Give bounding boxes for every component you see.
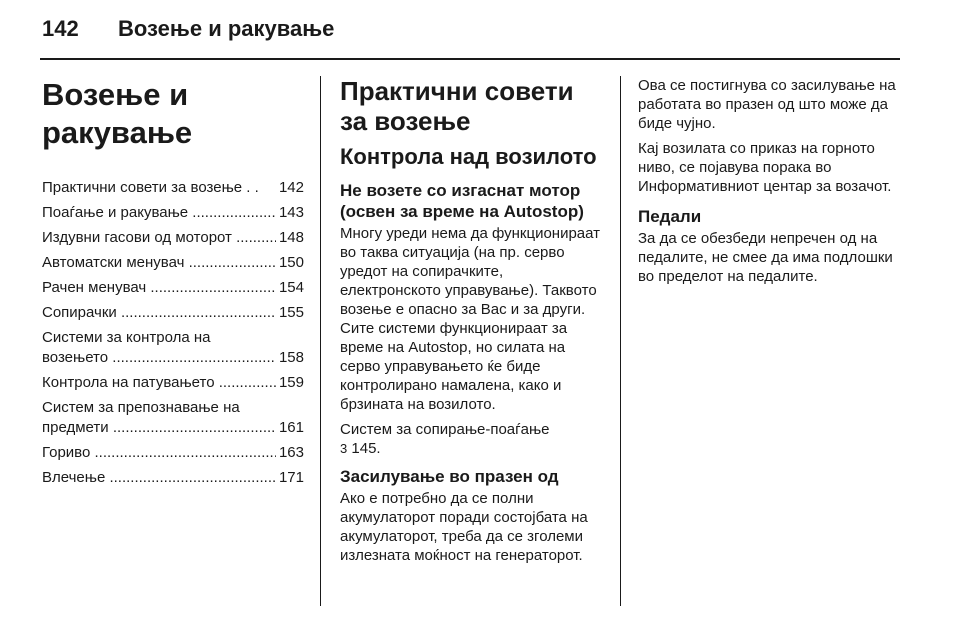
toc-entry[interactable]: [42, 178, 304, 198]
toc-entry-title: Влечење .....: [42, 468, 276, 488]
header-rule: [40, 58, 900, 60]
toc-entry-title: Поаѓање и ракување .....: [42, 203, 276, 223]
toc-entry-line: возењето .....: [42, 348, 276, 368]
toc-entry-page: 143: [278, 204, 304, 221]
paragraph: Ова се постигнува со засилување на работата во празен од што може да биде чујно.: [638, 77, 896, 132]
section-heading: Контрола над возилото: [340, 144, 597, 169]
toc-column: [42, 76, 304, 493]
toc-entry-title: [42, 398, 276, 438]
toc-entry-page: 158: [278, 349, 304, 366]
toc-entry-title: Автоматски менувач .....: [42, 253, 276, 273]
toc-entry-page: 150: [278, 254, 304, 271]
subheading-pedals: Педали: [638, 207, 702, 226]
paragraph: Многу уреди нема да функционираат во таква ситуација (на пр. серво уредот на сопирачките, електронското управување). Таквото возење е опасно за Вас и за други. Сите системи функционираат за време на Autostop, но силата на серво управувањето ќе биде контролирано намалена, како и брзината на возилото.: [340, 225, 601, 413]
toc-entry-title: [42, 328, 276, 368]
toc-entry-title: Издувни гасови од моторот .....: [42, 228, 276, 248]
toc-entry-page: 155: [278, 304, 304, 321]
subheading-engine-off: Не возете со изгаснат мотор (освен за време на Autostop): [340, 181, 584, 221]
toc-entry-page: 148: [278, 229, 304, 246]
reference-page[interactable]: 145.: [351, 440, 381, 457]
cross-reference: [340, 420, 606, 458]
toc-list: [42, 178, 304, 488]
toc-entry-title: Практични совети за возење . .: [42, 179, 259, 196]
paragraph: Ако е потребно да се полни акумулаторот поради состојбата на акумулаторот, треба да се зголеми излезната моќност на генераторот.: [340, 490, 588, 564]
page-number: 142: [42, 16, 79, 41]
toc-entry[interactable]: [42, 203, 304, 223]
toc-entry-title: Сопирачки .....: [42, 303, 276, 323]
toc-entry-page: 171: [278, 469, 304, 486]
running-title: Возење и ракување: [118, 16, 335, 41]
toc-entry[interactable]: [42, 468, 304, 488]
column-divider: [320, 76, 321, 606]
toc-entry[interactable]: [42, 328, 304, 368]
toc-entry-page: 154: [278, 279, 304, 296]
toc-entry[interactable]: [42, 303, 304, 323]
toc-entry[interactable]: [42, 253, 304, 273]
toc-entry[interactable]: [42, 373, 304, 393]
article-column-2: [638, 76, 904, 292]
toc-entry-page: 161: [278, 419, 304, 436]
toc-entry-line: Систем за препознавање на: [42, 399, 240, 416]
toc-entry-page: 142: [278, 179, 304, 196]
toc-title: Возење и ракување: [42, 77, 193, 150]
toc-entry-page: 159: [278, 374, 304, 391]
article-column-1: [340, 76, 606, 571]
toc-entry-title: Контрола на патувањето .....: [42, 373, 276, 393]
subheading-idle-boost: Засилување во празен од: [340, 467, 559, 486]
toc-entry[interactable]: [42, 443, 304, 463]
toc-entry-line: Системи за контрола на: [42, 329, 211, 346]
toc-entry-line: предмети .....: [42, 418, 276, 438]
page-reference-icon: 3: [340, 441, 348, 456]
paragraph: Кај возилата со приказ на горното ниво, се појавува порака во Информативниот центар за возачот.: [638, 140, 892, 195]
toc-entry[interactable]: [42, 398, 304, 438]
reference-text: Систем за сопирање-поаѓање: [340, 421, 550, 438]
toc-entry-page: 163: [278, 444, 304, 461]
toc-entry[interactable]: [42, 278, 304, 298]
toc-entry-title: Гориво .....: [42, 443, 276, 463]
toc-entry-title: Рачен менувач .....: [42, 278, 276, 298]
toc-entry[interactable]: [42, 228, 304, 248]
article-title: Практични совети за возење: [340, 76, 574, 136]
column-divider: [620, 76, 621, 606]
paragraph: За да се обезбеди непречен од на педалите, не смее да има подлошки во пределот на педалите.: [638, 230, 893, 285]
